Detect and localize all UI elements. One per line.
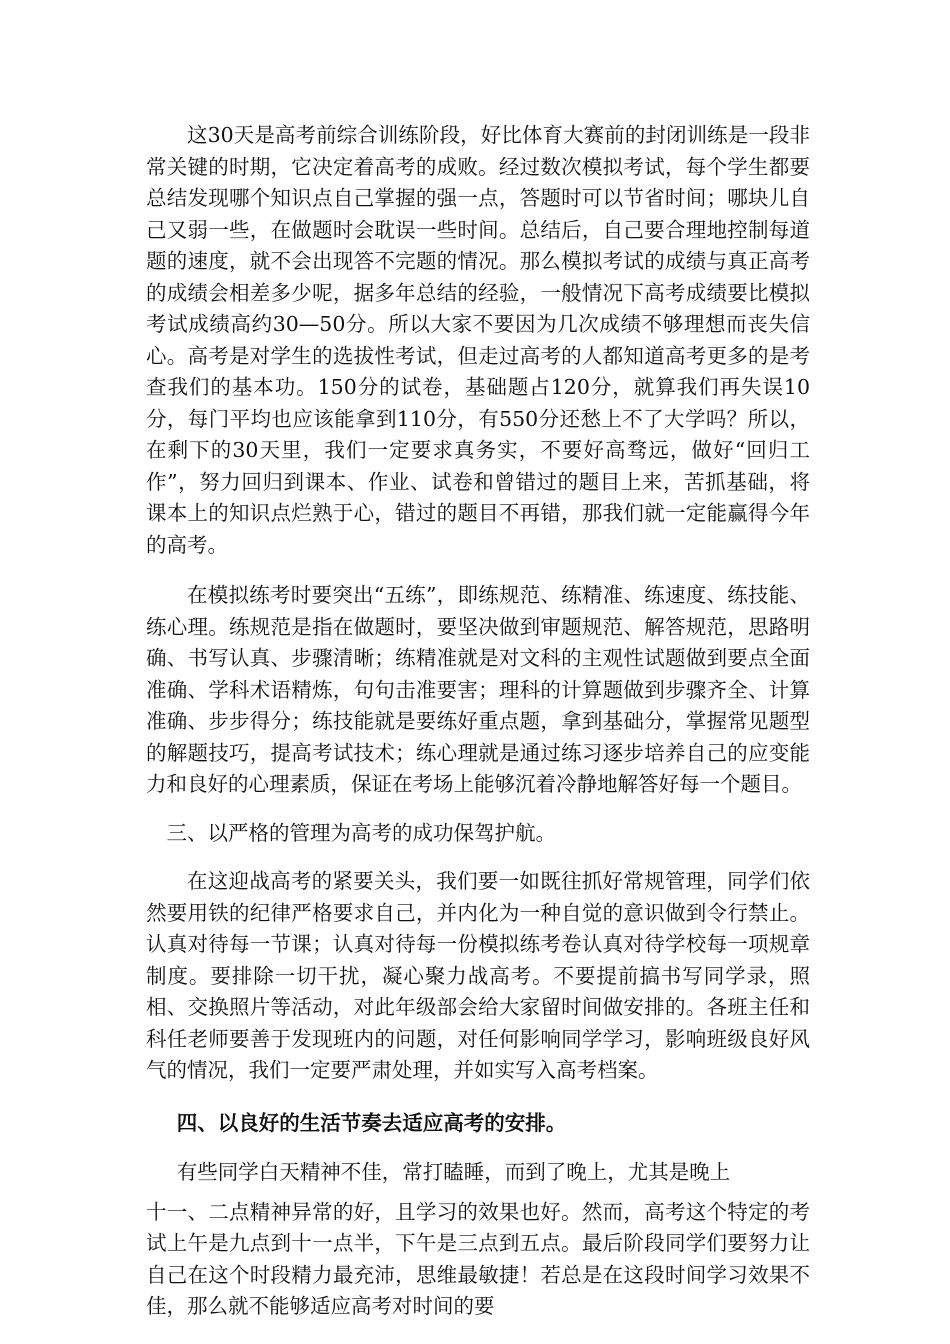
paragraph-five-practices: 在模拟练考时要突出“五练”，即练规范、练精准、练速度、练技能、练心理。练规范是指在做题时，要坚决做到审题规范、解答规范，思路明确、书写认真、步骤清晰；练精准就是对文科的主观性试题做到要点全面准确、学科术语精炼，句句击准要害；理科的计算题做到步骤齐全、计算准确、步步得分；练技能就是要练好重点题，拿到基础分，掌握常见题型的解题技巧，提高考试技术；练心理就是通过练习逐步培养自己的应变能力和良好的心理素质，保证在考场上能够沉着冷静地解答好每一个题目。 xyxy=(146,583,810,796)
section-heading-life-rhythm: 四、以良好的生活节奏去适应高考的安排。 xyxy=(176,1110,567,1135)
paragraph-comprehensive-training: 这30天是高考前综合训练阶段，好比体育大赛前的封闭训练是一段非常关键的时期，它决定着高考的成败。经过数次模拟考试，每个学生都要总结发现哪个知识点自己掌握的强一点，答题时可以节省时间；哪块儿自己又弱一些，在做题时会耽误一些时间。总结后，自己要合理地控制每道题的速度，就不会出现答不完题的情况。那么模拟考试的成绩与真正高考的成绩会相差多少呢，据多年总结的经验，一般情况下高考成绩要比模拟考试成绩高约30—50分。所以大家不要因为几次成绩不够理想而丧失信心。高考是对学生的选拔性考试，但走过高考的人都知道高考更多的是考查我们的基本功。150分的试卷，基础题占120分，就算我们再失误10分，每门平均也应该能拿到110分，有550分还愁上不了大学吗？所以，在剩下的30天里，我们一定要求真务实，不要好高骛远，做好“回归工作”，努力回归到课本、作业、试卷和曾错过的题目上来，苦抓基础，将课本上的知识点烂熟于心，错过的题目不再错，那我们就一定能赢得今年的高考。 xyxy=(146,123,810,557)
paragraph-life-rhythm-continued: 十一、二点精神异常的好，且学习的效果也好。然而，高考这个特定的考试上午是九点到十一点半，下午是三点到五点。最后阶段同学们要努力让自己在这个时段精力最充沛，思维最敏捷！若总是在这段时间学习效果不佳，那么就不能够适应高考对时间的要 xyxy=(146,1199,810,1318)
section-heading-strict-management: 三、以严格的管理为高考的成功保驾护航。 xyxy=(166,820,556,845)
paragraph-life-rhythm-first-line: 有些同学白天精神不佳，常打瞌睡，而到了晚上，尤其是晚上 xyxy=(176,1160,731,1184)
paragraph-strict-management: 在这迎战高考的紧要关头，我们要一如既往抓好常规管理，同学们依然要用铁的纪律严格要求自己，并内化为一种自觉的意识做到令行禁止。认真对待每一节课；认真对待每一份模拟练考卷认真对待学校每一项规章制度。要排除一切干扰，凝心聚力战高考。不要提前搞书写同学录，照相、交换照片等活动，对此年级部会给大家留时间做安排的。各班主任和科任老师要善于发现班内的问题，对任何影响同学学习，影响班级良好风气的情况，我们一定要严肃处理，并如实写入高考档案。 xyxy=(146,869,810,1082)
document-page xyxy=(146,120,810,1323)
